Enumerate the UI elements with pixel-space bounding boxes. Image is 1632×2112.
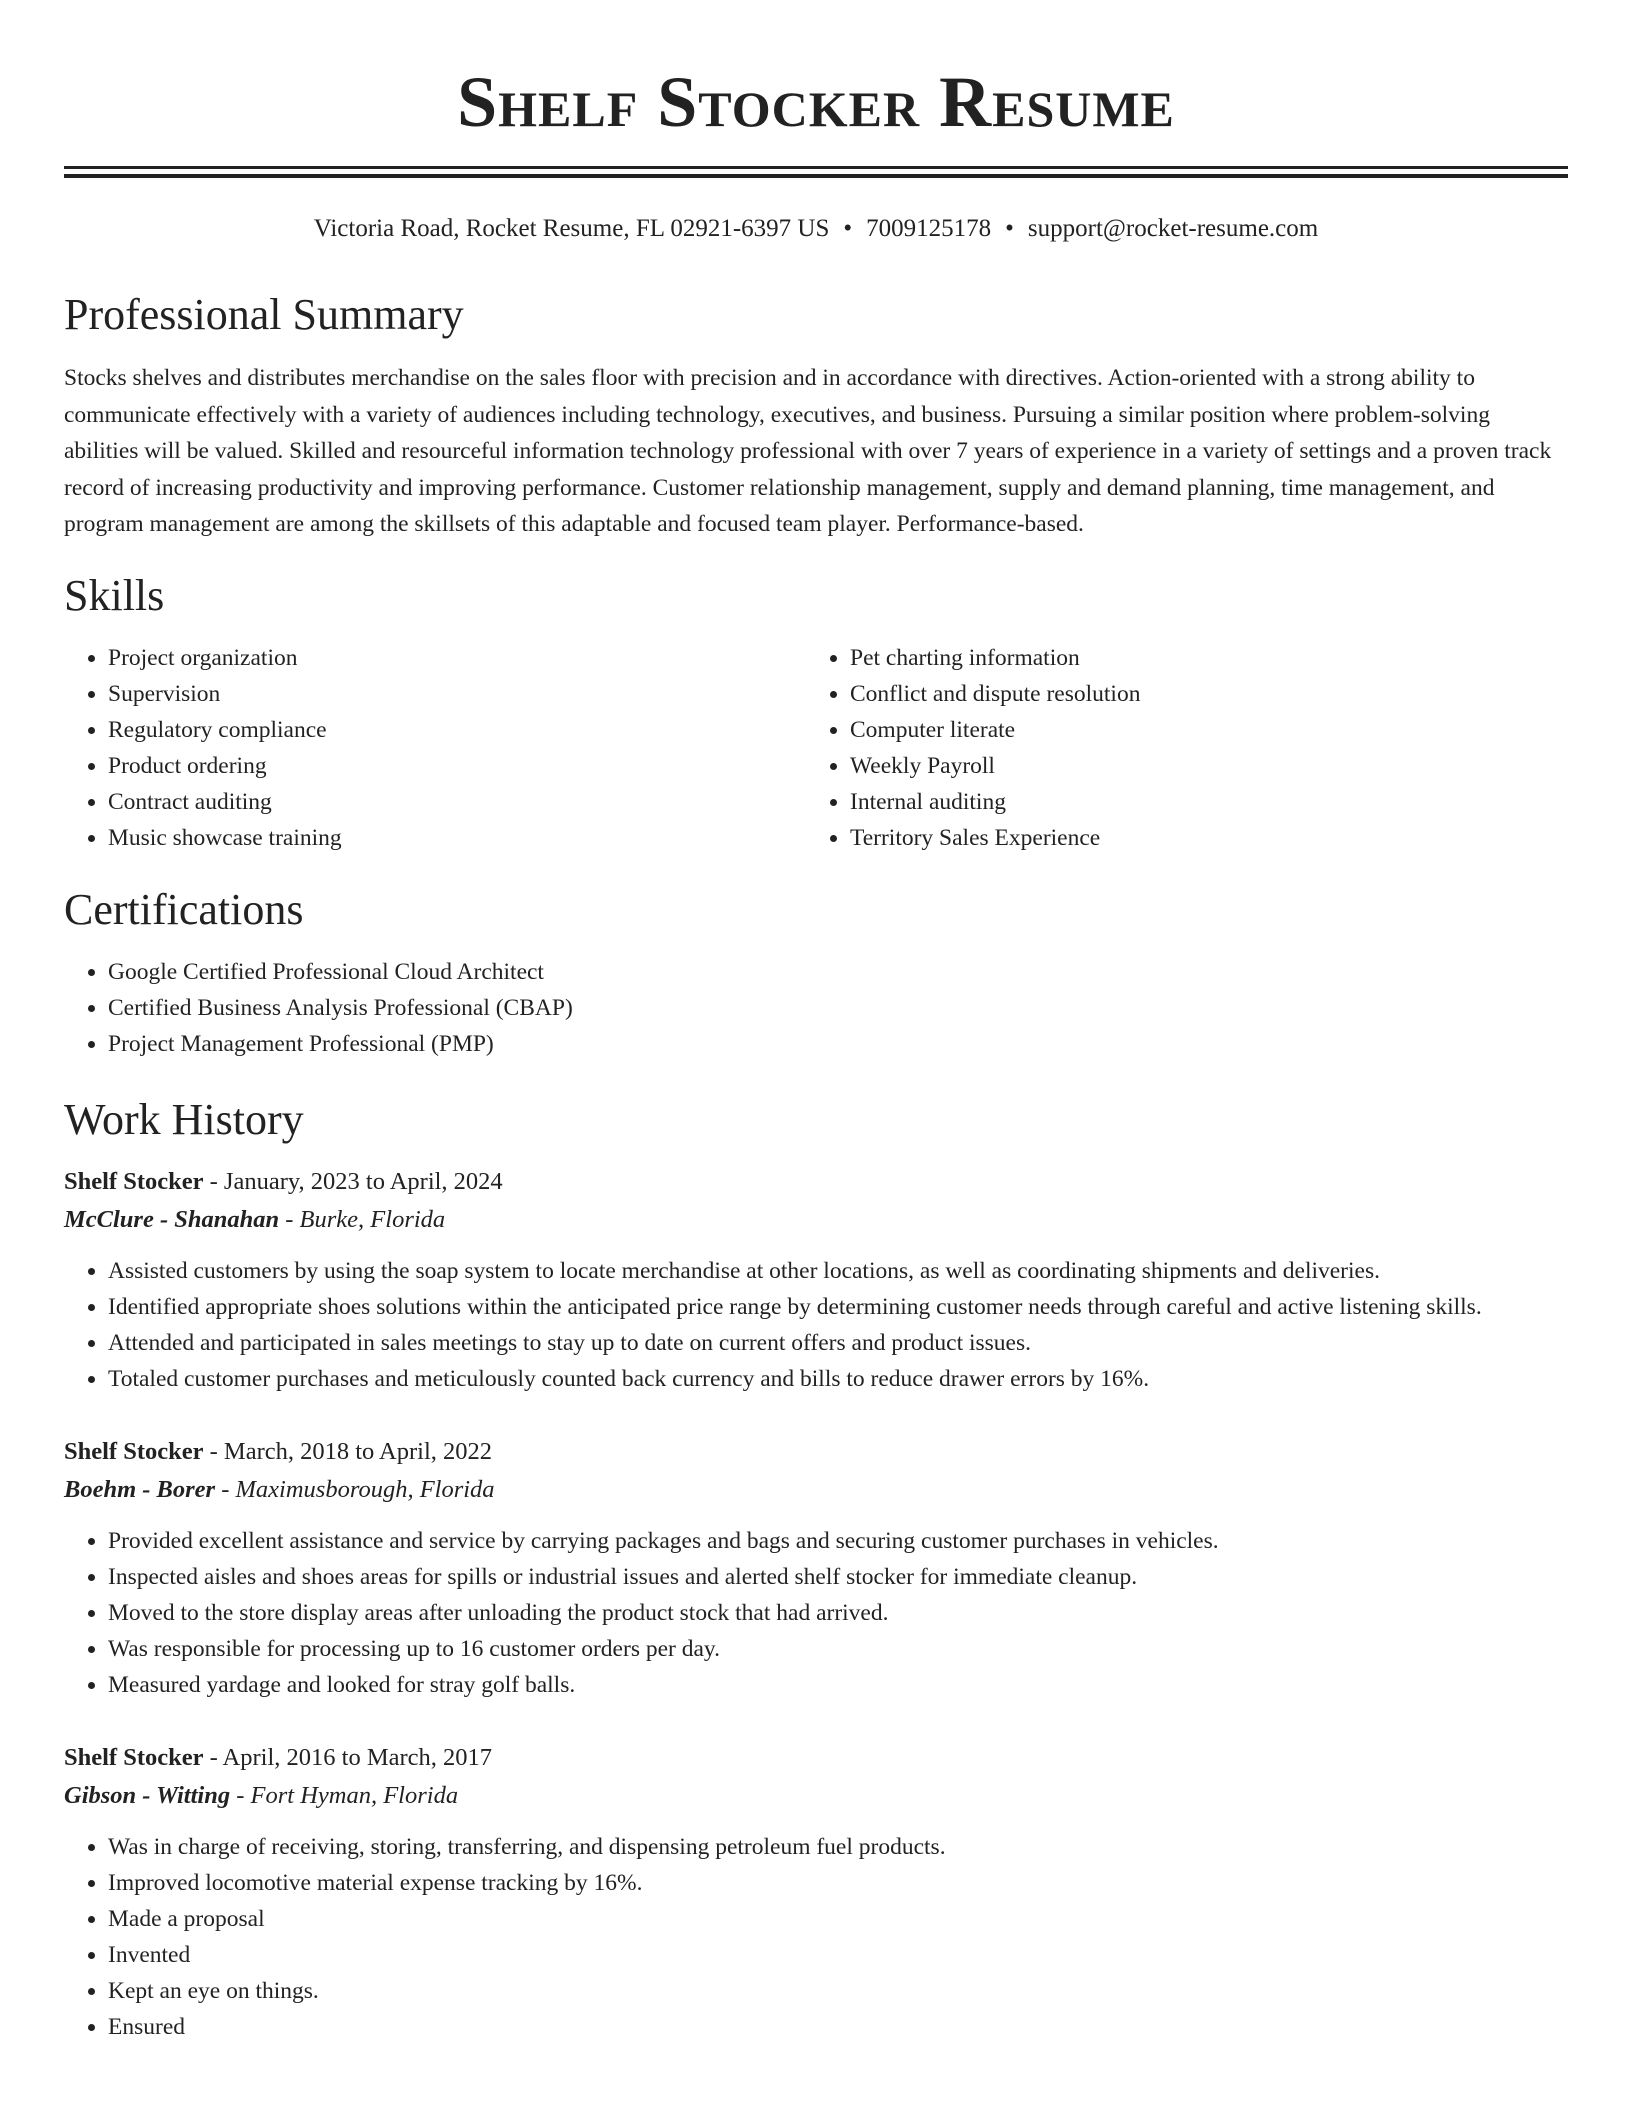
- skill-item: • Project organization: [108, 640, 806, 676]
- certifications-list: [64, 954, 1568, 1062]
- job-dates: - January, 2023 to April, 2024: [209, 1167, 503, 1195]
- job-location: - Burke, Florida: [285, 1205, 446, 1233]
- certification-item: • Project Management Professional (PMP): [108, 1026, 1568, 1062]
- contact-separator: •: [1005, 215, 1014, 242]
- section-heading-certifications: Certifications: [64, 884, 304, 934]
- job-bullet: • Invented: [108, 1937, 1568, 1973]
- skills-list-left: [64, 640, 806, 856]
- contact-address: Victoria Road, Rocket Resume, FL 02921-6397 US: [313, 215, 830, 242]
- certifications-section: [64, 885, 1568, 1062]
- job-bullet: • Improved locomotive material expense tracking by 16%.: [108, 1865, 1568, 1901]
- job-bullet: • Assisted customers by using the soap system to locate merchandise at other locations, as well as coordinating shipments and deliveries.: [108, 1253, 1568, 1289]
- skill-item: • Supervision: [108, 676, 806, 712]
- section-heading-summary: Professional Summary: [64, 290, 464, 339]
- job-bullet: • Identified appropriate shoes solutions within the anticipated price range by determining customer needs through careful and active listening skills.: [108, 1289, 1568, 1325]
- professional-summary-section: [64, 290, 1568, 543]
- contact-phone: 7009125178: [866, 215, 992, 242]
- skills-section: [64, 571, 1568, 856]
- job-company: Boehm - Borer: [64, 1475, 216, 1503]
- job-title: Shelf Stocker: [64, 1437, 204, 1465]
- job-title: Shelf Stocker: [64, 1743, 204, 1771]
- job-bullet: • Was in charge of receiving, storing, transferring, and dispensing petroleum fuel products.: [108, 1829, 1568, 1865]
- job-bullet: • Made a proposal: [108, 1901, 1568, 1937]
- skill-item: • Pet charting information: [850, 640, 1548, 676]
- job-bullets: [64, 1829, 1568, 2045]
- job-location: - Maximusborough, Florida: [221, 1475, 495, 1503]
- job-company-line: [64, 1201, 1568, 1239]
- skill-item: • Territory Sales Experience: [850, 820, 1548, 856]
- job-header: [64, 1433, 1568, 1471]
- job-bullets: [64, 1523, 1568, 1703]
- job-bullet: • Attended and participated in sales meetings to stay up to date on current offers and product issues.: [108, 1325, 1568, 1361]
- title-divider: [64, 166, 1568, 178]
- job-bullet: • Measured yardage and looked for stray golf balls.: [108, 1667, 1568, 1703]
- job-company-line: [64, 1471, 1568, 1509]
- contact-email: support@rocket-resume.com: [1027, 215, 1319, 242]
- job-entry: [64, 1739, 1568, 2045]
- contact-separator: •: [843, 215, 853, 242]
- skill-item: • Internal auditing: [850, 784, 1548, 820]
- job-bullets: [64, 1253, 1568, 1397]
- section-heading-skills: Skills: [64, 570, 165, 620]
- job-bullet: • Moved to the store display areas after unloading the product stock that had arrived.: [108, 1595, 1568, 1631]
- job-bullet: • Ensured: [108, 2009, 1568, 2045]
- skill-item: • Music showcase training: [108, 820, 806, 856]
- job-bullet: • Totaled customer purchases and meticulously counted back currency and bills to reduce drawer errors by 16%.: [108, 1361, 1568, 1397]
- job-header: [64, 1739, 1568, 1777]
- job-bullet: • Was responsible for processing up to 16 customer orders per day.: [108, 1631, 1568, 1667]
- job-company: Gibson - Witting: [64, 1781, 231, 1809]
- job-company: McClure - Shanahan: [64, 1205, 280, 1233]
- page-title: Shelf Stocker Resume: [457, 62, 1175, 142]
- skills-column-right: [806, 640, 1548, 856]
- contact-line: [64, 214, 1568, 244]
- skill-item: • Contract auditing: [108, 784, 806, 820]
- skill-item: • Computer literate: [850, 712, 1548, 748]
- skill-item: • Weekly Payroll: [850, 748, 1548, 784]
- job-header: [64, 1163, 1568, 1201]
- job-entry: [64, 1433, 1568, 1703]
- job-location: - Fort Hyman, Florida: [236, 1781, 459, 1809]
- certification-item: • Google Certified Professional Cloud Architect: [108, 954, 1568, 990]
- job-title: Shelf Stocker: [64, 1167, 204, 1195]
- job-dates: - March, 2018 to April, 2022: [209, 1437, 493, 1465]
- skill-item: • Regulatory compliance: [108, 712, 806, 748]
- job-dates: - April, 2016 to March, 2017: [209, 1743, 493, 1771]
- skills-list-right: [806, 640, 1548, 856]
- job-bullet: • Provided excellent assistance and service by carrying packages and bags and securing customer purchases in vehicles.: [108, 1523, 1568, 1559]
- job-company-line: [64, 1777, 1568, 1815]
- job-bullet: • Kept an eye on things.: [108, 1973, 1568, 2009]
- work-history-section: [64, 1095, 1568, 2045]
- certification-item: • Certified Business Analysis Professional (CBAP): [108, 990, 1568, 1026]
- skills-grid: [64, 640, 1568, 856]
- job-bullet: • Inspected aisles and shoes areas for spills or industrial issues and alerted shelf stocker for immediate cleanup.: [108, 1559, 1568, 1595]
- job-entry: [64, 1163, 1568, 1397]
- skills-column-left: [64, 640, 806, 856]
- section-heading-work-history: Work History: [64, 1094, 304, 1144]
- summary-text: Stocks shelves and distributes merchandise on the sales floor with precision and in accordance with directives. Action-oriented with a strong ability to communicate effectively with a variety of audiences including technology, executives, and business. Pursuing a similar position where problem-solving abilities will be valued. Skilled and resourceful information technology professional with over 7 years of experience in a variety of settings and a proven track record of increasing productivity and improving performance. Customer relationship management, supply and demand planning, time management, and program management are among the skillsets of this adaptable and focused team player. Performance-based.: [64, 365, 1552, 537]
- skill-item: • Conflict and dispute resolution: [850, 676, 1548, 712]
- skill-item: • Product ordering: [108, 748, 806, 784]
